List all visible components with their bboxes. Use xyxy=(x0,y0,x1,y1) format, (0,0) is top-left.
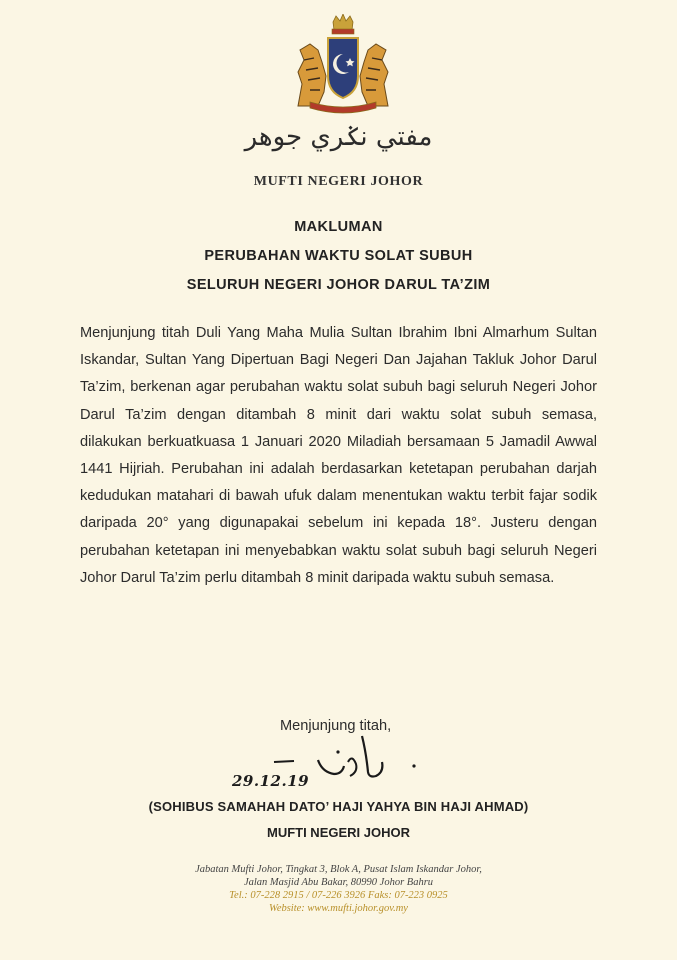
signature-date: 29.12.19 xyxy=(232,772,310,790)
heading-subject: PERUBAHAN WAKTU SOLAT SUBUH xyxy=(204,248,473,264)
heading-makluman: MAKLUMAN xyxy=(294,219,383,235)
office-name: MUFTI NEGERI JOHOR xyxy=(253,174,424,189)
letterhead-footer xyxy=(0,863,677,915)
body-paragraph: Menjunjung titah Duli Yang Maha Mulia Sultan Ibrahim Ibni Almarhum Sultan Iskandar, Sultan Yang Dipertuan Bagi Negeri Dan Jajahan Takluk Johor Darul Ta’zim, berkenan agar perubahan waktu solat subuh bagi seluruh Negeri Johor Darul Ta’zim dengan ditambah 8 minit dari waktu solat subuh semasa, dilakukan berkuatkuasa 1 Januari 2020 Miladiah bersamaan 5 Jamadil Awwal 1441 Hijriah. Perubahan ini adalah berdasarkan ketetapan perubahan darjah kedudukan matahari di bawah ufuk dalam menentukan waktu terbit fajar sodik daripada 20° yang digunapakai sebelum ini kepada 18°. Justeru dengan perubahan ketetapan ini menyebabkan waktu solat subuh bagi seluruh Negeri Johor Darul Ta’zim perlu ditambah 8 minit daripada waktu subuh semasa. xyxy=(80,325,597,586)
heading-scope: SELURUH NEGERI JOHOR DARUL TA’ZIM xyxy=(186,277,491,293)
jawi-office-title: مفتي نݢري جوهر xyxy=(244,122,433,152)
signer-name: (SOHIBUS SAMAHAH DATO’ HAJI YAHYA BIN HAJI AHMAD) xyxy=(148,799,529,814)
signer-title: MUFTI NEGERI JOHOR xyxy=(266,825,410,840)
footer-website: Website: www.mufti.johor.gov.my xyxy=(269,903,408,914)
closing-salutation: Menjunjung titah, xyxy=(280,718,392,734)
johor-crest-emblem xyxy=(288,14,398,114)
footer-address-line-1: Jabatan Mufti Johor, Tingkat 3, Blok A, Pusat Islam Iskandar Johor, xyxy=(195,864,482,875)
footer-contact-numbers: Tel.: 07-228 2915 / 07-226 3926 Faks: 07-223 0925 xyxy=(229,890,448,901)
footer-address-line-2: Jalan Masjid Abu Bakar, 80990 Johor Bahru xyxy=(243,877,434,888)
